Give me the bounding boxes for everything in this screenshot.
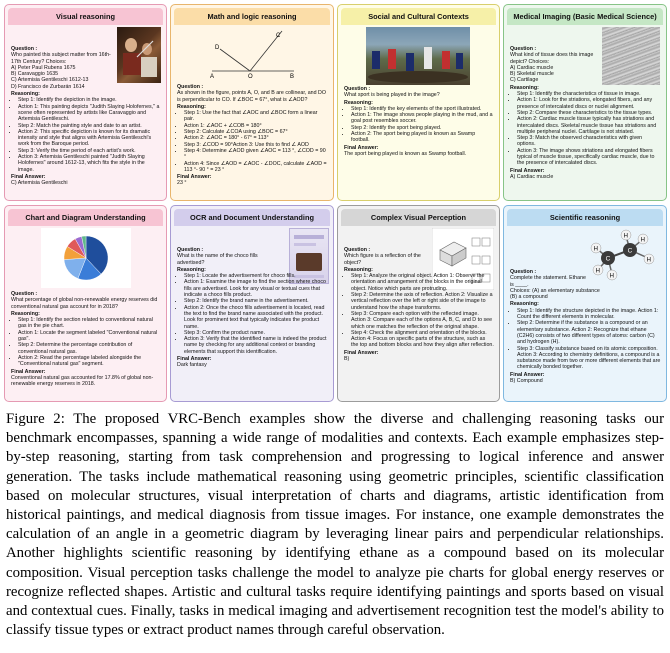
choice: (B) a compound <box>510 294 548 301</box>
question-text: Complete the statement. Ethane is ____. <box>510 275 586 288</box>
reasoning-label: Reasoning: <box>11 310 40 317</box>
reasoning-label: Reasoning: <box>344 266 373 273</box>
reasoning-step: • Step 2: Compare these characteristics to the tissue types. <box>517 110 661 116</box>
answer-text: A) Cardiac muscle <box>510 173 554 180</box>
panel-ocr-document <box>170 205 334 402</box>
reasoning-step: • Action 1: Look for the striations, elongated fibers, and any presence of intercalated discs or nuclei alignment. <box>517 97 661 110</box>
panel-chart-diagram <box>4 205 167 402</box>
choice: Choices: (A) an elementary substance <box>510 287 600 294</box>
question-label: Question : <box>344 247 371 253</box>
atom-label: H <box>609 273 614 280</box>
figure-caption: Figure 2: The proposed VRC-Bench examples show the diverse and challenging reasoning tasks our benchmark encompasses, spanning a wide range of modalities and contexts. Each example emphasizes step-by-step reasoning, starting from task comprehension and progressing to logical inference and answer generation. The tasks include mathematical reasoning using geometric principles, scientific classification based on molecular structures, visual interpretation of charts and diagrams, artistic identification from historical paintings, and medical diagnosis from tissue images. For instance, one example demonstrates the calculation of an angle in a geometric diagram by leveraging linear pairs and perpendicular relationships. Another highlights scientific reasoning by identifying ethane as a compound based on its molecular composition. Visual perception tasks challenge the model to analyze pie charts for global energy reserves or recognize reflected shapes. Artistic and cultural tasks require identifying paintings and sports based on visual and contextual cues. Finally, tasks in medical imaging and advertisement recognition test the model's ability to classify tissue types or extract product names through careful observation. <box>6 411 664 639</box>
reasoning-step: • Step 3: Classify substance based on its atomic composition. Action 3: According to chemistry definitions, a compound is a substance made from two or more different elements that are chemically bonded together. <box>517 346 661 371</box>
reasoning-label: Reasoning: <box>510 301 539 308</box>
label-c: C <box>276 33 281 39</box>
question-text: What sport is being played in the image? <box>344 92 440 99</box>
panel-medical-imaging <box>503 4 667 201</box>
reasoning-step: • Step 3: Compare each option with the reflected image. Action 3: Compare each of the options A, B, C, and D to see which one matches the reflection of the original shape. <box>351 311 494 330</box>
question-text: Who painted this subject matter from 16th-17th Century? Choices: <box>11 52 111 65</box>
reasoning-step: • Step 1: Identify the depiction in the image. <box>18 97 161 103</box>
question-text: What is the name of the choco fills advertised? <box>177 253 258 266</box>
panel-title: Scientific reasoning <box>507 209 663 226</box>
answer-label: Final Answer: <box>510 371 545 378</box>
atom-label: C <box>627 247 633 255</box>
answer-label: Final Answer: <box>177 356 212 363</box>
reasoning-step: • Action 3: Verify that the identified name is indeed the product name by checking for any additional context or branding elements that support this identification. <box>184 336 328 355</box>
question-label: Question : <box>510 46 537 52</box>
reasoning-step: • Step 4: Check the alignment and orientation of the blocks. Action 4: Focus on specific parts of the structure, such as the top and bottom blocks and how they align after reflection. <box>351 330 494 349</box>
question-text: What kind of tissue does this image depict? Choices: <box>510 52 594 65</box>
choice: C) Artemisia Gentileschi 1612-13 <box>11 77 89 84</box>
reasoning-step: • Step 1: Identify the section related to conventional natural gas in the pie chart. <box>18 317 161 330</box>
answer-text: B) <box>344 356 350 363</box>
reasoning-step: • Action 2: The sport being played is known as Swamp football. <box>351 131 494 144</box>
question-text: Which figure is a reflection of the object? <box>344 253 421 266</box>
answer-text: 23 ° <box>177 180 187 187</box>
reasoning-step: • Step 2: Identify the sport being played. <box>351 125 494 131</box>
swamp-football-photo <box>366 27 470 85</box>
reasoning-step: • Action 1: Examine the image to find the section where choco fills are advertised. Look for any visual or textual cues that indicate a choco fills product. <box>184 279 328 298</box>
panel-math-logic <box>170 4 334 201</box>
reasoning-step: • Step 3: Verify the time period of each artist's work. <box>18 148 161 154</box>
answer-label: Final Answer: <box>510 167 545 174</box>
choice: B) Caravaggio 1635 <box>11 71 59 78</box>
label-d: D <box>215 45 220 51</box>
label-a: A <box>210 74 215 80</box>
choice: A) Peter Paul Rubens 1675 <box>11 64 76 71</box>
reasoning-step: • Step 1: Locate the advertisement for choco fills. <box>184 273 328 279</box>
atom-label: H <box>595 268 600 275</box>
reasoning-step: • Action 1: Locate the segment labeled "Conventional natural gas". <box>18 330 161 343</box>
panel-visual-reasoning <box>4 4 167 201</box>
pie-chart <box>41 228 131 288</box>
answer-label: Final Answer: <box>344 349 379 356</box>
reasoning-step: • Step 2: Identify the brand name in the advertisement. <box>184 298 328 304</box>
reasoning-step: • Step 2: Calculate ∠COA using ∠BOC = 67° <box>184 129 328 135</box>
question-label: Question : <box>344 86 371 92</box>
answer-text: The sport being played is known as Swamp football. <box>344 150 467 157</box>
answer-text: Conventional natural gas accounted for 17.8% of global non-renewable energy reserves in 2018. <box>11 374 154 388</box>
reasoning-step: • Step 1: Identify the key elements of the sport illustrated. <box>351 106 494 112</box>
reasoning-step: • Action 2: ∠AOC = 180° - 67° = 113° <box>184 135 328 141</box>
reasoning-label: Reasoning: <box>510 84 539 91</box>
answer-label: Final Answer: <box>11 173 46 180</box>
reasoning-step: • Step 4: Determine ∠AOD given ∠AOC = 113 °, ∠COD = 90 ° <box>184 148 328 161</box>
reasoning-step: • Action 4: Since ∠AOD = ∠AOC - ∠DOC, calculate ∠AOD = 113 °- 90 ° = 23 ° <box>184 161 328 174</box>
panel-title: Medical Imaging (Basic Medical Science) <box>507 8 663 25</box>
reasoning-label: Reasoning: <box>344 99 373 106</box>
panel-complex-visual <box>337 205 500 402</box>
reasoning-step: • Step 1: Analyze the original object. Action 1: Observe the orientation and arrangement of the blocks in the original object. Notice which parts are protruding. <box>351 273 494 292</box>
reasoning-label: Reasoning: <box>177 103 206 110</box>
reasoning-step: • Action 2: Once the choco fills advertisement is located, read the text to find the brand name associated with the product. Look for prominent text that typically indicates the product name. <box>184 305 328 330</box>
reasoning-step: • Step 1: Identify the characteristics of tissue in image. <box>517 91 661 97</box>
question-text: What percentage of global non-renewable energy reserves did conventional natural gas account for in 2018? <box>11 297 158 310</box>
reasoning-step: • Action 1: This painting depicts "Judith Slaying Holofernes," a scene often represented by artists like Caravaggio and Artemisia Gentileschi. <box>18 104 161 123</box>
reasoning-step: • Action 2: Read the percentage labeled alongside the "Conventional natural gas" segment. <box>18 355 161 368</box>
answer-label: Final Answer: <box>344 144 379 151</box>
atom-label: H <box>640 237 645 244</box>
choice: A) Cardiac muscle <box>510 64 554 71</box>
answer-label: Final Answer: <box>11 368 46 375</box>
reasoning-label: Reasoning: <box>177 266 206 273</box>
atom-label: H <box>646 257 651 264</box>
geometry-diagram <box>206 27 298 81</box>
answer-label: Final Answer: <box>177 174 212 181</box>
question-label: Question : <box>177 247 204 253</box>
choice: D) Francisco de Zurbarán 1614 <box>11 83 85 90</box>
question-label: Question : <box>11 46 38 52</box>
question-label: Question : <box>510 269 537 275</box>
question-text: As shown in the figure, points A, O, and B are collinear, and DO is perpendicular to CO. If ∠BOC = 67°, what is ∠AOD? <box>177 90 326 103</box>
panel-scientific <box>503 205 667 402</box>
reasoning-step: • Step 3: Match the observed characteristics with given options. <box>517 135 661 148</box>
panel-title: Complex Visual Perception <box>341 209 496 226</box>
reasoning-step: • Step 3: Confirm the product name. <box>184 330 328 336</box>
atom-label: H <box>593 246 598 253</box>
reasoning-step: • Action 1: The image shows people playing in the mud, and a goal post resembles soccer. <box>351 112 494 125</box>
question-label: Question : <box>11 291 38 297</box>
reasoning-step: • Step 3: ∠COD = 90°Action 3: Use this to find ∠ AOD <box>184 142 328 148</box>
answer-text: B) Compound <box>510 378 543 385</box>
reasoning-step: • Step 2: Determine the percentage contribution of conventional natural gas. <box>18 342 161 355</box>
reasoning-step: • Action 1: ∠AOC + ∠COB = 180° <box>184 123 328 129</box>
panel-title: Chart and Diagram Understanding <box>8 209 163 226</box>
reasoning-step: • Step 1: Use the fact that ∠AOC and ∠BOC form a linear pair. <box>184 110 328 123</box>
reasoning-step: • Step 2: Determine if the substance is a compound or an elementary substance. Action 2: Recognize that ethane (C2H6) consists of two different types of atoms: carbon (C) and hydrogen (H). <box>517 320 661 345</box>
reasoning-step: • Step 2: Match the painting style and date to an artist. <box>18 123 161 129</box>
reasoning-step: • Step 1: Identify the structure depicted in the image. Action 1: Count the different elements in molecular. <box>517 308 661 321</box>
question-label: Question : <box>177 84 204 90</box>
reasoning-step: • Action 2: This specific depiction is known for its dramatic intensity and style that aligns with Artemisia Gentileschi's work from the Baroque period. <box>18 129 161 148</box>
panel-title: Math and logic reasoning <box>174 8 330 25</box>
choice: B) Skeletal muscle <box>510 71 554 78</box>
answer-text: C) Artemisia Gentileschi <box>11 180 68 187</box>
reasoning-step: • Action 2: Cardiac muscle tissue typically has striations and intercalated discs. Skeletal muscle tissue has striations and multiple peripheral nuclei. Cartilage is not striated. <box>517 116 661 135</box>
atom-label: H <box>623 233 628 240</box>
panel-title: Visual reasoning <box>8 8 163 25</box>
reasoning-step: • Action 3: Artemisia Gentileschi painted "Judith Slaying Holofernes" around 1612-13, which fits the style in the image. <box>18 154 161 173</box>
label-o: O <box>248 74 253 80</box>
choice: C) Cartilage <box>510 77 539 84</box>
answer-text: Dark fantasy <box>177 362 207 369</box>
reasoning-step: • Step 2: Determine the axis of reflection. Action 2: Visualize a vertical reflection over the left or right side of the image to understand how the shape transforms. <box>351 292 494 311</box>
atom-label: C <box>605 255 611 263</box>
reasoning-label: Reasoning: <box>11 91 40 98</box>
label-b: B <box>290 74 295 80</box>
reasoning-step: • Action 3: The image shows striations and elongated fibers typical of muscle tissue, specifically cardiac muscle, due to the presence of intercalated discs. <box>517 148 661 167</box>
panel-title: OCR and Document Understanding <box>174 209 330 226</box>
panel-title: Social and Cultural Contexts <box>341 8 496 25</box>
panel-social-cultural <box>337 4 500 201</box>
